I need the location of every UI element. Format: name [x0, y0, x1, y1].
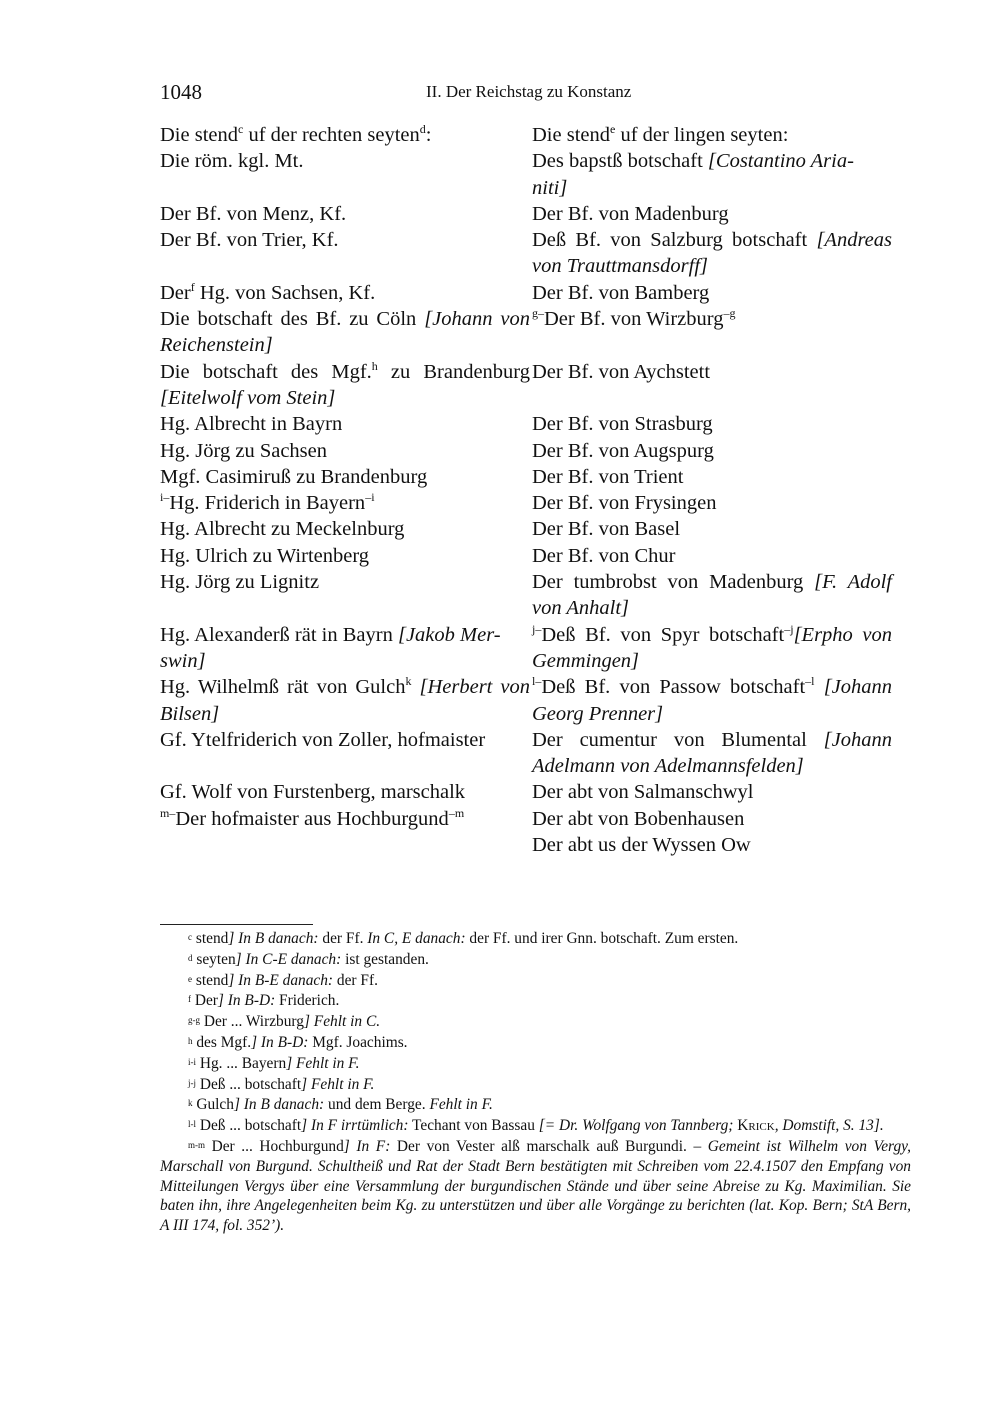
text-run: Der abt us der Wyssen Ow	[532, 834, 751, 857]
italic-text: ] In F:	[343, 1137, 391, 1155]
list-row	[160, 727, 892, 780]
list-row	[160, 516, 892, 542]
list-row	[160, 438, 892, 464]
text-run: Die röm. kgl. Mt.	[160, 150, 304, 173]
footnote	[160, 1053, 911, 1074]
superscript-marker: d	[419, 122, 426, 136]
italic-text: [= Dr. Wolfgang von Tannberg;	[538, 1117, 738, 1135]
text-run: zu Brandenburg	[377, 360, 530, 383]
text-run: Hg. ... Bayern	[196, 1054, 287, 1072]
footnote	[160, 1094, 911, 1115]
italic-text: [Herbert von Bilsen]	[160, 676, 530, 725]
text-run: Der Bf. von Trier, Kf.	[160, 229, 339, 252]
footnote-marker: h	[188, 1035, 193, 1046]
right-column-entry	[532, 832, 892, 858]
right-column-entry	[532, 622, 892, 675]
superscript-marker: l–	[532, 674, 542, 689]
text-run: des Mgf.	[192, 1033, 252, 1051]
text-run: Der	[160, 281, 191, 304]
text-run: Hg. Albrecht in Bayrn	[160, 413, 343, 436]
text-run: Hg. Jörg zu Sachsen	[160, 439, 328, 462]
text-run	[815, 676, 824, 698]
right-column-entry	[532, 569, 892, 622]
text-run: Deß Bf. von Salzburg botschaft	[532, 229, 817, 252]
left-column-entry	[160, 543, 532, 569]
footnote	[160, 949, 911, 970]
right-column-entry	[532, 779, 892, 805]
italic-text: [Johann Adelmann von Adelmannsfelden]	[532, 728, 892, 778]
superscript-marker: –i	[365, 490, 375, 505]
text-run: Friderich.	[275, 992, 340, 1010]
left-column-entry	[160, 438, 532, 464]
left-column-entry	[160, 280, 532, 306]
left-column-entry	[160, 779, 532, 805]
superscript-marker: –g	[723, 306, 736, 321]
italic-text: ] In B danach:	[228, 930, 319, 947]
text-run: Deß Bf. von Spyr botschaft	[541, 623, 785, 646]
italic-text: ] In B danach:	[233, 1096, 325, 1114]
list-row	[160, 832, 892, 858]
text-run: Der abt von Salmanschwyl	[532, 781, 754, 804]
footnote-marker: j-j	[188, 1077, 196, 1088]
footnote-marker: k	[188, 1098, 193, 1109]
list-row	[160, 806, 892, 832]
italic-text: Fehlt in F.	[429, 1096, 493, 1114]
superscript-marker: m–	[160, 805, 176, 820]
superscript-marker: h	[371, 358, 378, 373]
text-run: Der Bf. von Frysingen	[532, 492, 717, 515]
list-row	[160, 779, 892, 805]
right-column-entry	[532, 806, 892, 832]
text-run: Der Bf. von Bamberg	[532, 281, 710, 304]
footnote-marker: i-i	[188, 1056, 196, 1067]
list-row	[160, 122, 892, 148]
text-run: Hg. Wilhelmß rät von Gulch	[160, 676, 406, 699]
superscript-marker: f	[190, 279, 195, 294]
list-row	[160, 674, 892, 727]
list-row	[160, 490, 892, 516]
footnote	[160, 1136, 911, 1236]
right-column-entry	[532, 201, 892, 227]
right-column-entry	[532, 727, 892, 780]
text-run: ist gestanden.	[341, 950, 429, 968]
superscript-marker: –l	[805, 674, 815, 689]
italic-text: [Costantino Aria- niti]	[532, 150, 854, 199]
footnote	[160, 1011, 911, 1032]
running-title: II. Der Reichstag zu Konstanz	[426, 82, 632, 101]
text-run: Der Bf. von Madenburg	[532, 202, 729, 225]
text-run: Der abt von Bobenhausen	[532, 807, 745, 830]
text-run: Gf. Wolf von Furstenberg, marschalk	[160, 781, 466, 804]
text-run: Hg. Albrecht zu Meckelnburg	[160, 518, 405, 541]
italic-text: [Jakob Mer- swin]	[160, 623, 501, 672]
text-run: Der Bf. von Trient	[532, 465, 684, 488]
list-row	[160, 569, 892, 622]
left-column-entry	[160, 490, 532, 516]
list-row	[160, 464, 892, 490]
italic-text: ] In F irrtümlich:	[301, 1117, 409, 1135]
list-row	[160, 306, 892, 359]
left-column-entry	[160, 516, 532, 542]
superscript-marker: e	[610, 122, 616, 136]
footnote	[160, 1032, 911, 1053]
text-run	[411, 676, 419, 698]
left-column-entry	[160, 359, 532, 412]
text-run: Mgf. Casimiruß zu Brandenburg	[160, 465, 428, 488]
text-run: Mgf. Joachims.	[308, 1033, 408, 1051]
footnote-marker: f	[188, 994, 191, 1005]
footnote-marker: d	[188, 952, 193, 963]
italic-text: [F. Adolf von Anhalt]	[532, 571, 892, 620]
footnote-marker: g-g	[188, 1015, 200, 1026]
italic-text: ] Fehlt in F.	[286, 1054, 360, 1072]
text-run: Hg. Jörg zu Lignitz	[160, 571, 320, 594]
left-column-entry	[160, 727, 532, 780]
right-column-entry	[532, 490, 892, 516]
footnote	[160, 928, 911, 949]
left-column-entry	[160, 832, 532, 858]
text-run: Der ... Wirzburg	[200, 1013, 304, 1031]
left-column-entry	[160, 569, 532, 622]
italic-text: In C, E danach:	[367, 930, 466, 947]
text-run: Die botschaft des Mgf.	[160, 360, 372, 383]
italic-text: ] Fehlt in C.	[303, 1013, 381, 1031]
italic-text: ] In B-E danach:	[228, 971, 334, 989]
italic-text: ] Fehlt in F.	[301, 1075, 375, 1093]
left-column-entry	[160, 674, 532, 727]
right-column-entry	[532, 122, 892, 148]
text-run: Gulch	[192, 1096, 234, 1114]
text-run: und dem Berge.	[324, 1096, 430, 1114]
right-column-entry	[532, 543, 892, 569]
page-number: 1048	[160, 80, 202, 104]
right-column-entry	[532, 464, 892, 490]
right-column-entry	[532, 148, 892, 201]
text-run: Gf. Ytelfriderich von Zoller, hofmaister	[160, 728, 486, 751]
text-run: Der Bf. von Wirzburg	[544, 308, 724, 331]
list-row	[160, 622, 892, 675]
text-run: Deß ... botschaft	[196, 1117, 302, 1135]
left-column-entry	[160, 306, 532, 359]
italic-text: [Eitelwolf vom Stein]	[160, 386, 336, 409]
left-column-entry	[160, 227, 532, 280]
left-column-entry	[160, 411, 532, 437]
text-run: Hg. Friderich in Bayern	[169, 492, 366, 515]
text-run: Die botschaft des Bf. zu Cöln	[160, 308, 425, 331]
right-column-entry	[532, 411, 892, 437]
right-column-entry	[532, 227, 892, 280]
superscript-marker: k	[405, 674, 412, 689]
italic-text: [Johann von Reichenstein]	[160, 308, 530, 357]
italic-text: [Erpho von Gemmingen]	[532, 623, 893, 672]
text-run: Der hofmaister aus Hochburgund	[175, 807, 449, 830]
list-row	[160, 411, 892, 437]
two-column-list	[160, 122, 892, 858]
list-row	[160, 359, 892, 412]
superscript-marker: g–	[532, 306, 544, 321]
text-run: Der Bf. von Augspurg	[532, 439, 714, 462]
superscript-marker: i–	[160, 490, 170, 505]
list-row	[160, 227, 892, 280]
text-run: :	[425, 124, 432, 146]
text-run: Der	[191, 992, 218, 1010]
text-run: Hg. von Sachsen, Kf.	[194, 281, 376, 304]
left-column-entry	[160, 122, 532, 148]
text-run: Der Bf. von Aychstett	[532, 360, 711, 383]
text-run: stend	[192, 930, 229, 947]
text-run: stend	[192, 971, 229, 989]
left-column-entry	[160, 201, 532, 227]
right-column-entry	[532, 516, 892, 542]
left-column-entry	[160, 148, 532, 201]
text-run: Der Bf. von Chur	[532, 544, 676, 567]
superscript-marker: –j	[784, 621, 794, 636]
footnote	[160, 1115, 911, 1136]
text-run: Der von Vester alß marschalk auß Burgundi. –	[390, 1137, 708, 1155]
text-run: Hg. Ulrich zu Wirtenberg	[160, 544, 370, 567]
text-run: Der Bf. von Basel	[532, 518, 681, 541]
footnote-marker: c	[188, 932, 192, 942]
text-run: Der cumentur von Blumental	[532, 728, 824, 751]
text-run: uf der lingen seyten:	[615, 124, 789, 146]
footnote	[160, 990, 911, 1011]
text-run: Die stend	[532, 124, 610, 146]
left-column-entry	[160, 622, 532, 675]
right-column-entry	[532, 280, 892, 306]
footnote	[160, 1074, 911, 1095]
text-run: Deß Bf. von Passow botschaft	[541, 676, 806, 699]
left-column-entry	[160, 806, 532, 832]
text-run: Der ... Hochburgund	[205, 1137, 344, 1155]
list-row	[160, 148, 892, 201]
footnote-marker: m-m	[188, 1139, 205, 1150]
superscript-marker: –m	[448, 805, 465, 820]
text-run: der Ff. und irer Gnn. botschaft. Zum ersten.	[465, 930, 739, 947]
text-run: uf der rechten seyten	[243, 124, 420, 146]
italic-text: , Domstift, S. 13].	[774, 1117, 884, 1135]
right-column-entry	[532, 359, 892, 412]
left-column-entry	[160, 464, 532, 490]
text-run: Der Bf. von Menz, Kf.	[160, 202, 347, 225]
italic-text: ] In C-E danach:	[235, 950, 342, 968]
right-column-entry	[532, 438, 892, 464]
footnote-rule	[160, 924, 313, 925]
superscript-marker: j–	[532, 621, 542, 636]
list-row	[160, 201, 892, 227]
page-header	[160, 80, 892, 106]
footnotes	[160, 928, 911, 1236]
italic-text: [Andreas von Trauttmansdorff]	[532, 229, 892, 278]
text-run: der Ff.	[318, 930, 368, 947]
footnote-marker: e	[188, 973, 192, 984]
footnote-marker: l-l	[188, 1119, 196, 1130]
right-column-entry	[532, 306, 892, 359]
text-run: Der tumbrobst von Madenburg	[532, 571, 815, 594]
italic-text: [Johann Georg Prenner]	[532, 676, 893, 725]
text-run: seyten	[192, 950, 236, 968]
text-run: Die stend	[160, 124, 238, 146]
text-run: Des bapstß botschaft	[532, 150, 708, 173]
text-run: der Ff.	[333, 971, 378, 989]
footnote	[160, 970, 911, 991]
superscript-marker: c	[238, 122, 244, 136]
italic-text: ] In B-D:	[217, 992, 276, 1010]
small-caps-text: Krick	[737, 1117, 775, 1135]
italic-text: ] In B-D:	[251, 1033, 309, 1051]
list-row	[160, 280, 892, 306]
text-run: Der Bf. von Strasburg	[532, 413, 713, 436]
list-row	[160, 543, 892, 569]
text-run: Hg. Alexanderß rät in Bayrn	[160, 623, 398, 646]
right-column-entry	[532, 674, 892, 727]
italic-text: Gemeint ist Wilhelm von Vergy, Marschall von Burgund. Schultheiß und Rat der Stadt Bern bestätigten mit Schreiben vom 22.4.1507 den Empfang von Mitteilungen Vergys über eine Versammlung der burgundischen Stände und über seine Abreise zu Kg. Maximilian. Sie baten ihn, ihre Angelegenheiten beim Kg. zu unterstützen und über alle Vorgänge zu berichten (lat. Kop. Bern; StA Bern, A III 174, fol. 352’).	[160, 1137, 911, 1235]
text-run: Deß ... botschaft	[196, 1075, 302, 1093]
text-run: Techant von Bassau	[408, 1117, 539, 1135]
